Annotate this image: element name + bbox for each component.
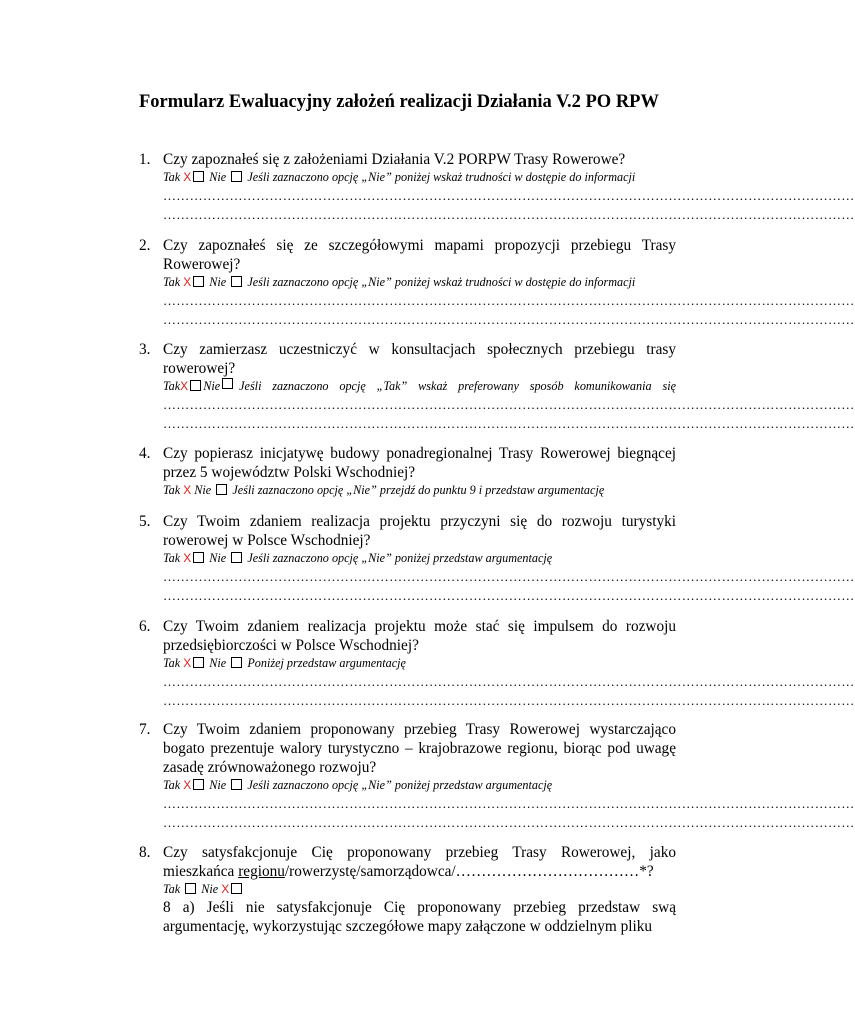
x-mark: X [183, 778, 192, 792]
checkbox-tak[interactable] [190, 380, 201, 391]
option-nie-label: Nie [209, 275, 227, 289]
option-nie-label: Nie [209, 170, 227, 184]
option-tak-label: Tak [163, 275, 181, 289]
option-tak-label: Tak [163, 483, 181, 497]
option-nie-label: Nie [201, 882, 219, 896]
question-number: 8. [139, 844, 151, 861]
checkbox-tak[interactable] [193, 657, 204, 668]
question-text: Czy popierasz inicjatywę budowy ponadregionalnej Trasy Rowerowej biegnącej przez 5 województw Polski Wschodniej? [163, 445, 676, 481]
checkbox-nie[interactable] [231, 883, 242, 894]
question-number: 6. [139, 618, 151, 635]
question-4 [139, 444, 679, 499]
x-mark: X [183, 483, 192, 497]
option-tak-label: Tak [163, 170, 181, 184]
x-mark: X [221, 882, 230, 896]
checkbox-nie[interactable] [231, 552, 242, 563]
question-text: Czy zapoznałeś się ze szczegółowymi mapami propozycji przebiegu Trasy Rowerowej? [163, 237, 676, 273]
checkbox-tak[interactable] [193, 779, 204, 790]
question-3 [139, 340, 855, 433]
question-1 [139, 150, 855, 224]
question-8 [139, 843, 679, 936]
option-nie-label: Nie [194, 483, 212, 497]
question-text: Czy Twoim zdaniem proponowany przebieg Trasy Rowerowej wystarczająco bogato prezentuje walory turystyczno – krajobrazowe regionu, biorąc pod uwagę zasadę zrównoważonego rozwoju? [163, 721, 676, 776]
answer-line[interactable]: ………………………………………………………………………………………………………………………………………… [163, 569, 855, 584]
checkbox-nie[interactable] [231, 276, 242, 287]
checkbox-nie[interactable] [231, 171, 242, 182]
question-text: Czy zapoznałeś się z założeniami Działania V.2 PORPW Trasy Rowerowe? [163, 151, 626, 168]
option-note: Jeśli zaznaczono opcję „Nie” przejdź do punktu 9 i przedstaw argumentację [232, 483, 605, 497]
option-nie-label: Nie [209, 656, 227, 670]
answer-line[interactable]: ………………………………………………………………………………………………………………………………………… [163, 796, 855, 811]
question-number: 1. [139, 151, 151, 168]
x-mark: X [183, 551, 192, 565]
checkbox-tak[interactable] [193, 171, 204, 182]
question-number: 5. [139, 513, 151, 530]
question-text-part: /rowerzystę/samorządowca/………………………………*? [284, 863, 654, 880]
document-title: Formularz Ewaluacyjny założeń realizacji Działania V.2 PO RPW [139, 92, 659, 112]
question-2 [139, 236, 855, 329]
answer-line[interactable]: ………………………………………………………………………………………………………………………………………… [163, 815, 855, 830]
option-nie-label: Nie [203, 379, 221, 393]
answer-line[interactable]: ………………………………………………………………………………………………………………………………………… [163, 188, 855, 203]
question-number: 4. [139, 445, 151, 462]
option-note: Jeśli zaznaczono opcję „Nie” poniżej przedstaw argumentację [247, 778, 553, 792]
option-nie-label: Nie [209, 778, 227, 792]
answer-line[interactable]: ………………………………………………………………………………………………………………………………………… [163, 207, 855, 222]
option-tak-label: Tak [163, 882, 181, 896]
answer-options [163, 274, 679, 291]
option-note: Jeśli zaznaczono opcję „Tak” wskaż preferowany sposób komunikowania się [239, 379, 676, 393]
answer-line[interactable]: ………………………………………………………………………………………………………………………………………… [163, 674, 855, 689]
checkbox-nie[interactable] [216, 484, 227, 495]
answer-options [163, 655, 679, 672]
question-7 [139, 720, 855, 832]
question-text: Czy zamierzasz uczestniczyć w konsultacjach społecznych przebiegu trasy rowerowej? [163, 341, 676, 377]
question-number: 2. [139, 237, 151, 254]
checkbox-tak[interactable] [193, 552, 204, 563]
option-tak-label: Tak [163, 656, 181, 670]
x-mark: X [180, 379, 189, 393]
answer-options [163, 378, 676, 395]
question-5 [139, 512, 855, 605]
sub-question-8a: 8 a) Jeśli nie satysfakcjonuje Cię proponowany przebieg przedstaw swą argumentację, wykorzystując szczegółowe mapy załączone w oddzielnym pliku [163, 899, 676, 935]
answer-line[interactable]: ………………………………………………………………………………………………………………………………………… [163, 293, 855, 308]
x-mark: X [183, 656, 192, 670]
option-note: Jeśli zaznaczono opcję „Nie” poniżej wskaż trudności w dostępie do informacji [247, 170, 636, 184]
option-note: Poniżej przedstaw argumentację [247, 656, 406, 670]
option-tak-label: Tak [163, 551, 181, 565]
answer-options [163, 482, 679, 499]
checkbox-nie[interactable] [231, 779, 242, 790]
question-text [163, 843, 676, 881]
checkbox-tak[interactable] [193, 276, 204, 287]
question-text: Czy Twoim zdaniem realizacja projektu przyczyni się do rozwoju turystyki rowerowej w Polsce Wschodniej? [163, 513, 676, 549]
answer-line[interactable]: ………………………………………………………………………………………………………………………………………… [163, 588, 855, 603]
answer-options [163, 169, 679, 186]
answer-options [163, 777, 679, 794]
answer-line[interactable]: ………………………………………………………………………………………………………………………………………… [163, 416, 855, 431]
option-tak-label: Tak [163, 778, 181, 792]
checkbox-nie[interactable] [222, 378, 233, 389]
option-note: Jeśli zaznaczono opcję „Nie” poniżej wskaż trudności w dostępie do informacji [247, 275, 636, 289]
question-6 [139, 617, 855, 710]
option-nie-label: Nie [209, 551, 227, 565]
x-mark: X [183, 170, 192, 184]
answer-options [163, 881, 679, 898]
answer-line[interactable]: ………………………………………………………………………………………………………………………………………… [163, 312, 855, 327]
question-number: 3. [139, 341, 151, 358]
option-note: Jeśli zaznaczono opcję „Nie” poniżej przedstaw argumentację [247, 551, 553, 565]
question-number: 7. [139, 721, 151, 738]
question-text-part: Czy satysfakcjonuje Cię proponowany przebieg Trasy Rowerowej, jako mieszkańca [163, 844, 676, 880]
underlined-word: regionu [238, 863, 285, 880]
x-mark: X [183, 275, 192, 289]
answer-line[interactable]: ………………………………………………………………………………………………………………………………………… [163, 693, 855, 708]
answer-line[interactable]: ………………………………………………………………………………………………………………………………………… [163, 397, 855, 412]
question-text: Czy Twoim zdaniem realizacja projektu może stać się impulsem do rozwoju przedsiębiorczości w Polsce Wschodniej? [163, 618, 676, 654]
answer-options [163, 550, 679, 567]
option-tak-label: Tak [163, 379, 181, 393]
checkbox-nie[interactable] [231, 657, 242, 668]
checkbox-tak[interactable] [185, 883, 196, 894]
